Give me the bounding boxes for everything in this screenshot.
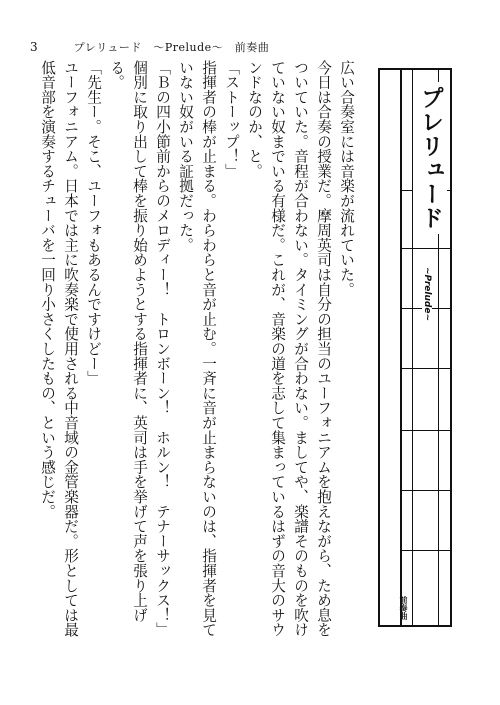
- paragraph: 「先生ー。そこ、ユーフォもあるんですけどー」: [85, 60, 102, 386]
- chapter-tab-rule: [402, 490, 450, 491]
- paragraph: 広い合奏室には音楽が流れていた。: [338, 60, 355, 297]
- chapter-tab-rule: [402, 550, 450, 551]
- paragraph: 「ストーップ！」: [223, 60, 240, 179]
- chapter-subtitle: ~Prelude~: [422, 267, 432, 321]
- chapter-tab: [378, 68, 452, 627]
- paragraph: 「Ｂの四小節前からのメロディー！ トロンボーン！ ホルン！ テナーサックス！」: [154, 60, 171, 638]
- page-number: 3: [30, 40, 38, 54]
- chapter-tab-rule: [402, 368, 450, 369]
- paragraph: ユーフォニアム。日本では主に吹奏楽で使用される中音域の金管楽器だ。形としては最低音部を演奏するチューバを一回り小さくしたもの、という感じだ。: [39, 60, 79, 638]
- chapter-tab-rule: [402, 248, 450, 249]
- running-title: プレリュード ～Prelude～ 前奏曲: [73, 41, 270, 54]
- chapter-title: プレリュード: [413, 82, 447, 234]
- running-header: [30, 40, 269, 54]
- chapter-tab-band: [380, 70, 402, 625]
- chapter-side-label: 前奏曲: [399, 596, 408, 620]
- paragraph: 今日は合奏の授業だ。摩周英司は自分の担当のユーフォニアムを抱えながら、ため息をついていた。音程が合わない。タイミングが合わない。ましてや、楽譜そのものを吹けていない奴までいる有様だ。これが、音楽の道を志して集まっているはずの音大のサウンドなのか、と。: [246, 60, 332, 638]
- body-text: [39, 60, 358, 640]
- paragraph: 個別に取り出して棒を振り始めようとする指揮者に、英司は手を挙げて声を張り上げる。: [108, 60, 148, 623]
- paragraph: 指揮者の棒が止まる。わらわらと音が止む。一斉に音が止まらないのは、指揮者を見ていない奴がいる証拠だった。: [177, 60, 217, 638]
- chapter-tab-rule: [402, 430, 450, 431]
